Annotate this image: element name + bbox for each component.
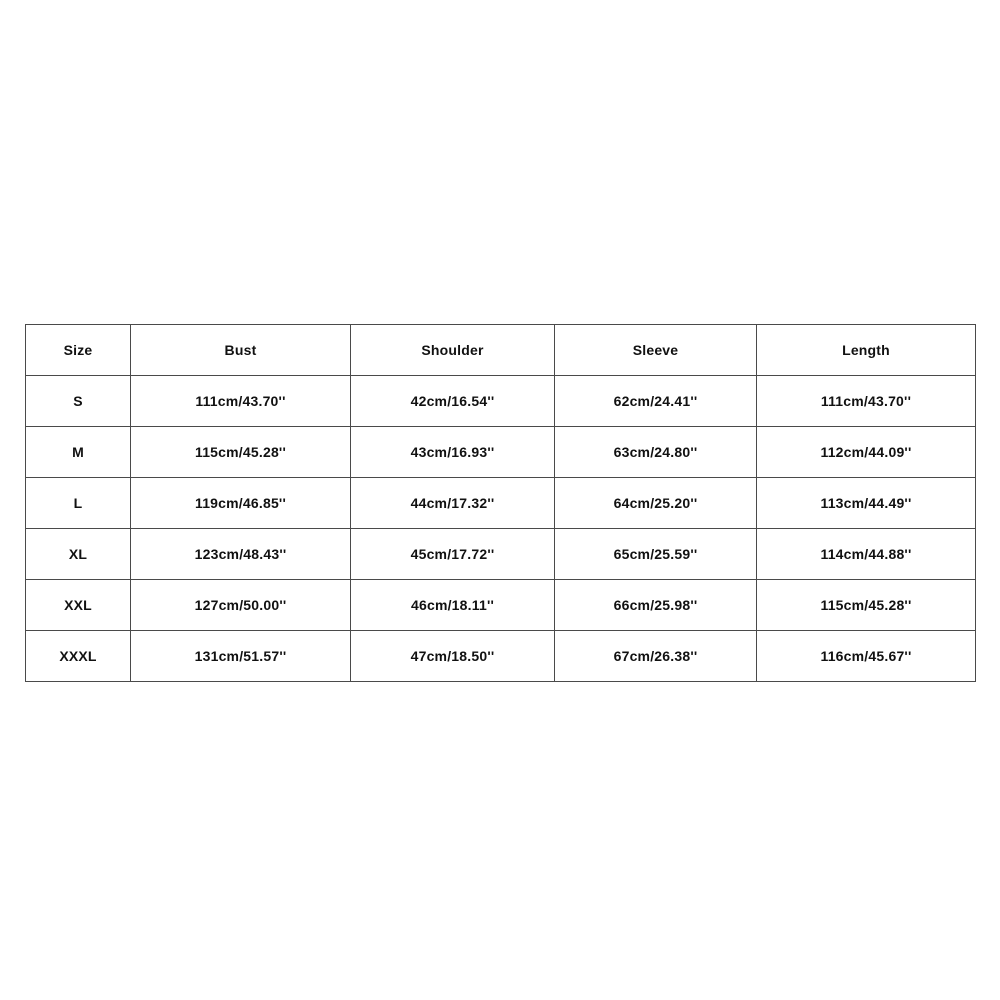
cell-shoulder: 44cm/17.32'': [351, 478, 555, 529]
cell-size: XL: [26, 529, 131, 580]
cell-bust: 131cm/51.57'': [131, 631, 351, 682]
cell-sleeve: 62cm/24.41'': [555, 376, 757, 427]
cell-shoulder: 45cm/17.72'': [351, 529, 555, 580]
cell-length: 115cm/45.28'': [757, 580, 976, 631]
cell-size: M: [26, 427, 131, 478]
cell-sleeve: 66cm/25.98'': [555, 580, 757, 631]
table-row: [26, 580, 976, 631]
table-row: [26, 631, 976, 682]
cell-sleeve: 64cm/25.20'': [555, 478, 757, 529]
cell-shoulder: 47cm/18.50'': [351, 631, 555, 682]
cell-sleeve: 63cm/24.80'': [555, 427, 757, 478]
header-length: Length: [757, 325, 976, 376]
table-row: [26, 529, 976, 580]
cell-length: 113cm/44.49'': [757, 478, 976, 529]
cell-bust: 127cm/50.00'': [131, 580, 351, 631]
cell-length: 116cm/45.67'': [757, 631, 976, 682]
cell-sleeve: 65cm/25.59'': [555, 529, 757, 580]
header-row: [26, 325, 976, 376]
cell-size: XXXL: [26, 631, 131, 682]
table-row: [26, 478, 976, 529]
header-bust: Bust: [131, 325, 351, 376]
cell-shoulder: 43cm/16.93'': [351, 427, 555, 478]
cell-bust: 111cm/43.70'': [131, 376, 351, 427]
cell-bust: 119cm/46.85'': [131, 478, 351, 529]
header-sleeve: Sleeve: [555, 325, 757, 376]
cell-size: XXL: [26, 580, 131, 631]
header-size: Size: [26, 325, 131, 376]
cell-shoulder: 42cm/16.54'': [351, 376, 555, 427]
cell-length: 114cm/44.88'': [757, 529, 976, 580]
cell-length: 112cm/44.09'': [757, 427, 976, 478]
table-row: [26, 376, 976, 427]
cell-shoulder: 46cm/18.11'': [351, 580, 555, 631]
cell-length: 111cm/43.70'': [757, 376, 976, 427]
table-row: [26, 427, 976, 478]
cell-size: S: [26, 376, 131, 427]
cell-bust: 115cm/45.28'': [131, 427, 351, 478]
cell-sleeve: 67cm/26.38'': [555, 631, 757, 682]
size-chart-table: [25, 324, 976, 682]
cell-bust: 123cm/48.43'': [131, 529, 351, 580]
header-shoulder: Shoulder: [351, 325, 555, 376]
cell-size: L: [26, 478, 131, 529]
